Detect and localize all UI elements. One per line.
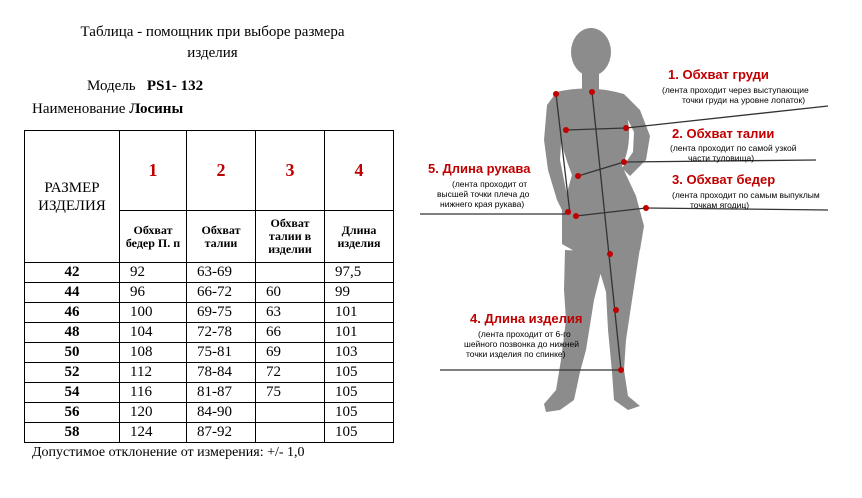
cell-waist-product: 63 xyxy=(256,303,325,323)
row-size: 58 xyxy=(25,423,120,443)
cell-length: 99 xyxy=(325,283,394,303)
col-number-3: 3 xyxy=(256,131,325,211)
cell-waist: 84-90 xyxy=(187,403,256,423)
cell-length: 105 xyxy=(325,423,394,443)
col-name-3: Обхват талии в изделии xyxy=(256,211,325,263)
cell-length: 97,5 xyxy=(325,263,394,283)
cell-length: 105 xyxy=(325,383,394,403)
cell-hips: 92 xyxy=(120,263,187,283)
title-line-1: Таблица - помощник при выборе размера xyxy=(80,24,345,40)
label-waist-title: 2. Обхват талии xyxy=(672,126,775,141)
cell-hips: 100 xyxy=(120,303,187,323)
label-chest xyxy=(662,67,809,105)
label-chest-note-1: (лента проходит через выступающие xyxy=(662,85,809,95)
cell-waist-product: 72 xyxy=(256,363,325,383)
size-header: РАЗМЕР ИЗДЕЛИЯ xyxy=(25,131,120,263)
label-sleeve-note-1: (лента проходит от xyxy=(452,179,528,189)
label-length-note-1: (лента проходит от 6-го xyxy=(478,329,571,339)
col-number-1: 1 xyxy=(120,131,187,211)
cell-waist: 69-75 xyxy=(187,303,256,323)
row-size: 52 xyxy=(25,363,120,383)
row-size: 48 xyxy=(25,323,120,343)
row-size: 46 xyxy=(25,303,120,323)
tolerance-note: Допустимое отклонение от измерения: +/- 1,0 xyxy=(32,445,305,460)
cell-length: 101 xyxy=(325,303,394,323)
cell-waist: 72-78 xyxy=(187,323,256,343)
col-number-2: 2 xyxy=(187,131,256,211)
cell-length: 105 xyxy=(325,363,394,383)
label-sleeve-title: 5. Длина рукава xyxy=(428,161,531,176)
model-label: Модель xyxy=(87,78,136,94)
row-size: 50 xyxy=(25,343,120,363)
cell-hips: 116 xyxy=(120,383,187,403)
title-line-2: изделия xyxy=(187,45,238,61)
label-waist-note-2: части туловища) xyxy=(688,153,755,163)
col-number-4: 4 xyxy=(325,131,394,211)
cell-waist: 75-81 xyxy=(187,343,256,363)
col-name-1: Обхват бедер П. п xyxy=(120,211,187,263)
product-name-value: Лосины xyxy=(129,101,184,117)
cell-waist: 78-84 xyxy=(187,363,256,383)
cell-waist: 66-72 xyxy=(187,283,256,303)
cell-waist-product: 75 xyxy=(256,383,325,403)
label-waist xyxy=(670,126,797,163)
cell-hips: 96 xyxy=(120,283,187,303)
label-hips xyxy=(672,172,820,210)
label-length-note-3: точки изделия по спинке) xyxy=(466,349,566,359)
label-hips-note-1: (лента проходит по самым выпуклым xyxy=(672,190,820,200)
label-length xyxy=(464,311,582,359)
col-name-4: Длина изделия xyxy=(325,211,394,263)
cell-length: 103 xyxy=(325,343,394,363)
cell-hips: 112 xyxy=(120,363,187,383)
label-sleeve-note-2: высшей точки плеча до xyxy=(437,189,530,199)
product-name-label: Наименование xyxy=(32,101,126,117)
label-chest-title: 1. Обхват груди xyxy=(668,67,769,82)
col-name-2: Обхват талии xyxy=(187,211,256,263)
cell-waist-product: 60 xyxy=(256,283,325,303)
cell-hips: 104 xyxy=(120,323,187,343)
cell-length: 101 xyxy=(325,323,394,343)
cell-hips: 120 xyxy=(120,403,187,423)
label-sleeve xyxy=(428,161,531,209)
label-length-note-2: шейного позвонка до нижней xyxy=(464,339,580,349)
cell-waist: 63-69 xyxy=(187,263,256,283)
model-value: PS1- 132 xyxy=(146,78,204,94)
label-hips-note-2: точкам ягодиц) xyxy=(690,200,750,210)
label-waist-note-1: (лента проходит по самой узкой xyxy=(670,143,797,153)
cell-length: 105 xyxy=(325,403,394,423)
cell-waist-product: 66 xyxy=(256,323,325,343)
cell-waist: 87-92 xyxy=(187,423,256,443)
cell-hips: 124 xyxy=(120,423,187,443)
cell-waist-product: 69 xyxy=(256,343,325,363)
label-hips-title: 3. Обхват бедер xyxy=(672,172,776,187)
label-sleeve-note-3: нижнего края рукава) xyxy=(440,199,525,209)
cell-hips: 108 xyxy=(120,343,187,363)
label-length-title: 4. Длина изделия xyxy=(470,311,583,326)
row-size: 54 xyxy=(25,383,120,403)
row-size: 42 xyxy=(25,263,120,283)
row-size: 44 xyxy=(25,283,120,303)
label-chest-note-2: точки груди на уровне лопаток) xyxy=(682,95,806,105)
row-size: 56 xyxy=(25,403,120,423)
cell-waist: 81-87 xyxy=(187,383,256,403)
